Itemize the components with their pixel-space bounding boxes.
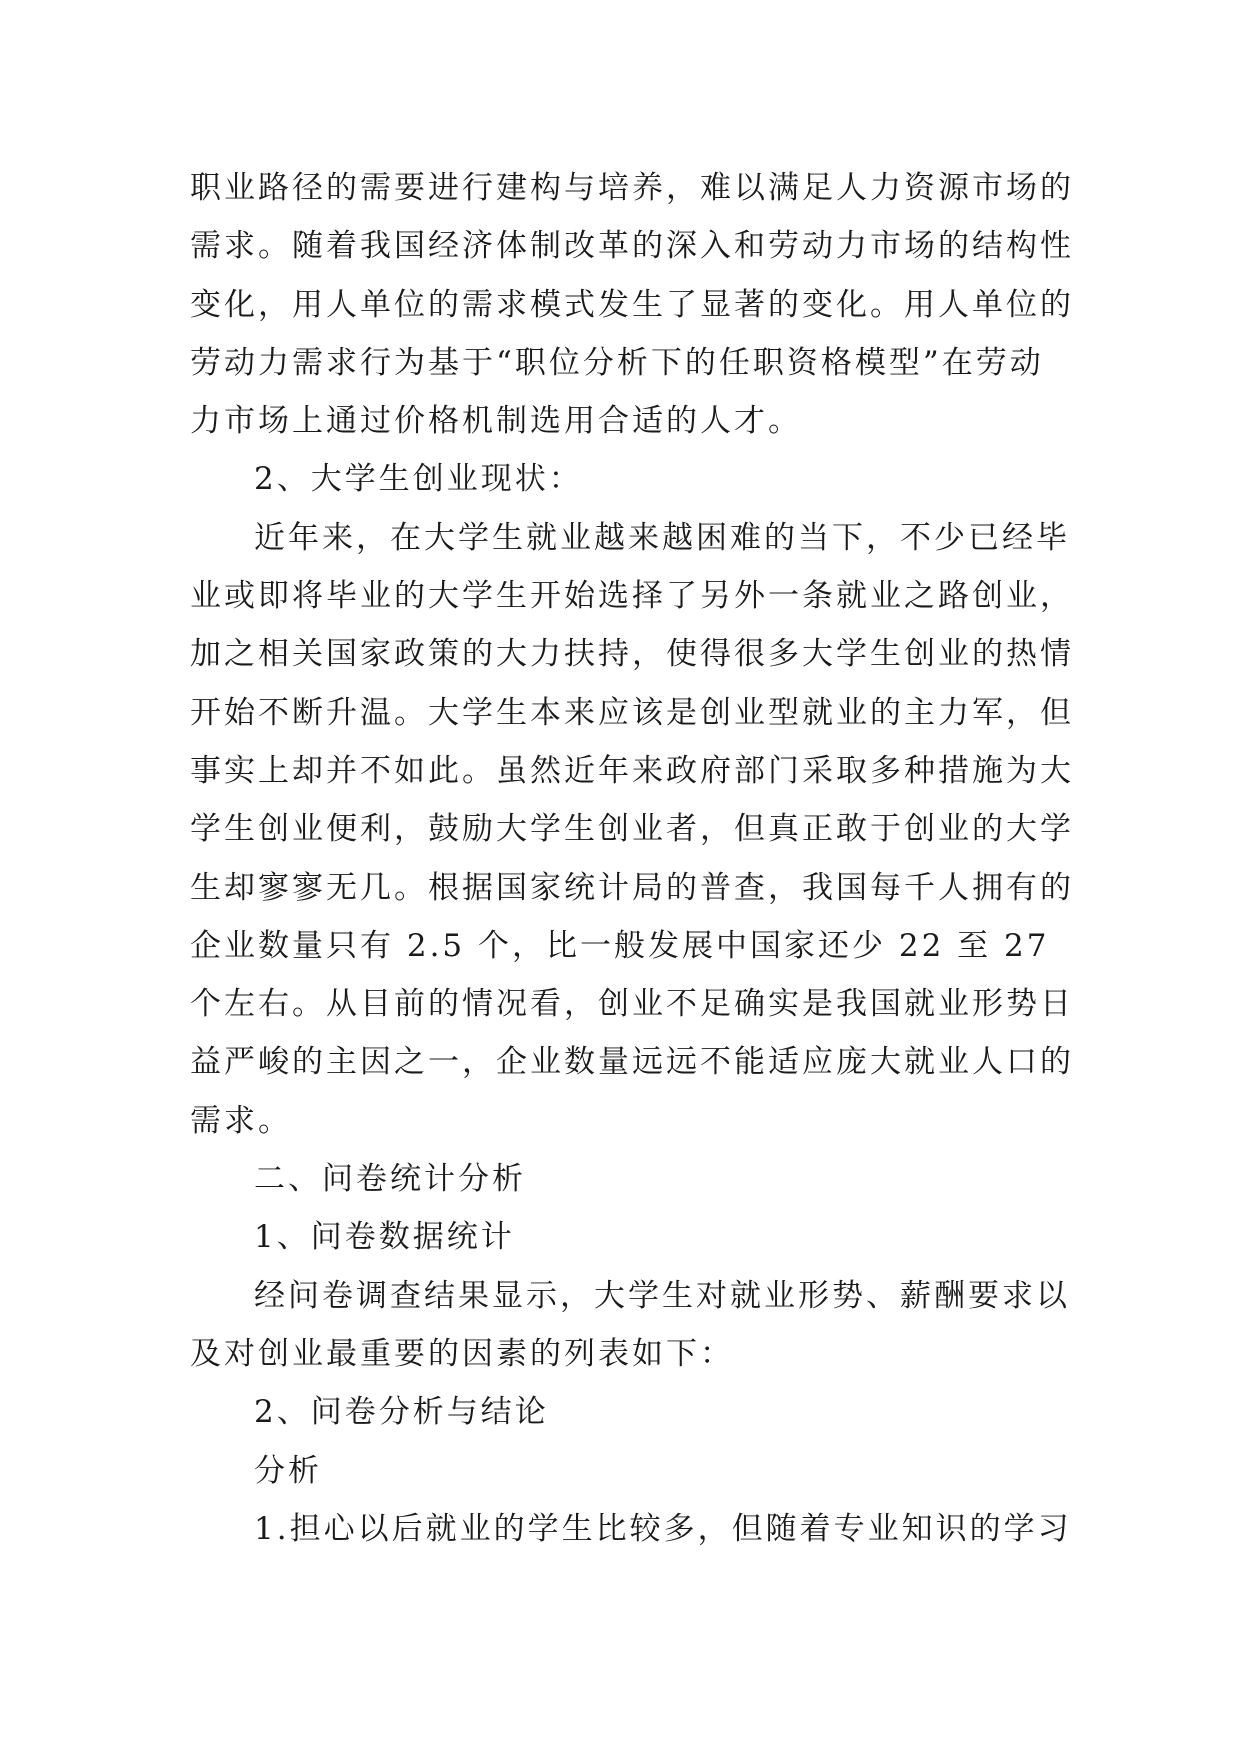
document-body <box>190 159 1074 1558</box>
text-line: 加之相关国家政策的大力扶持，使得很多大学生创业的热情 <box>190 636 1074 673</box>
text-line: 1.担心以后就业的学生比较多，但随着专业知识的学习 <box>254 1510 1072 1547</box>
text-line: 变化，用人单位的需求模式发生了显著的变化。用人单位的 <box>190 286 1074 323</box>
text-line: 经问卷调查结果显示，大学生对就业形势、薪酬要求以 <box>254 1277 1070 1314</box>
text-line: 事实上却并不如此。虽然近年来政府部门采取多种措施为大 <box>190 752 1074 789</box>
text-line: 职业路径的需要进行建构与培养，难以满足人力资源市场的 <box>190 170 1074 206</box>
text-line: 企业数量只有 2.5 个，比一般发展中国家还少 22 至 27 <box>190 927 1050 964</box>
text-line: 业或即将毕业的大学生开始选择了另外一条就业之路创业， <box>190 578 1074 615</box>
text-line: 益严峻的主因之一，企业数量远远不能适应庞大就业人口的 <box>190 1044 1074 1081</box>
text-line: 个左右。从目前的情况看，创业不足确实是我国就业形势日 <box>190 986 1074 1023</box>
section-heading: 1、问卷数据统计 <box>254 1219 515 1256</box>
text-line: 需求。 <box>190 1102 292 1139</box>
section-heading: 2、大学生创业现状： <box>254 461 583 498</box>
section-heading: 二、问卷统计分析 <box>254 1161 526 1198</box>
text-line: 近年来，在大学生就业越来越困难的当下，不少已经毕 <box>254 519 1070 556</box>
text-line: 生却寥寥无几。根据国家统计局的普查，我国每千人拥有的 <box>190 869 1074 906</box>
text-line: 开始不断升温。大学生本来应该是创业型就业的主力军，但 <box>190 694 1074 731</box>
text-line: 学生创业便利，鼓励大学生创业者，但真正敢于创业的大学 <box>190 811 1074 848</box>
section-heading: 2、问卷分析与结论 <box>254 1394 549 1431</box>
text-line: 及对创业最重要的因素的列表如下： <box>190 1335 734 1372</box>
text-line: 力市场上通过价格机制选用合适的人才。 <box>190 403 802 440</box>
text-line: 需求。随着我国经济体制改革的深入和劳动力市场的结构性 <box>190 228 1074 265</box>
section-heading: 分析 <box>254 1452 322 1489</box>
text-line: 劳动力需求行为基于“职位分析下的任职资格模型”在劳动 <box>190 344 1044 381</box>
